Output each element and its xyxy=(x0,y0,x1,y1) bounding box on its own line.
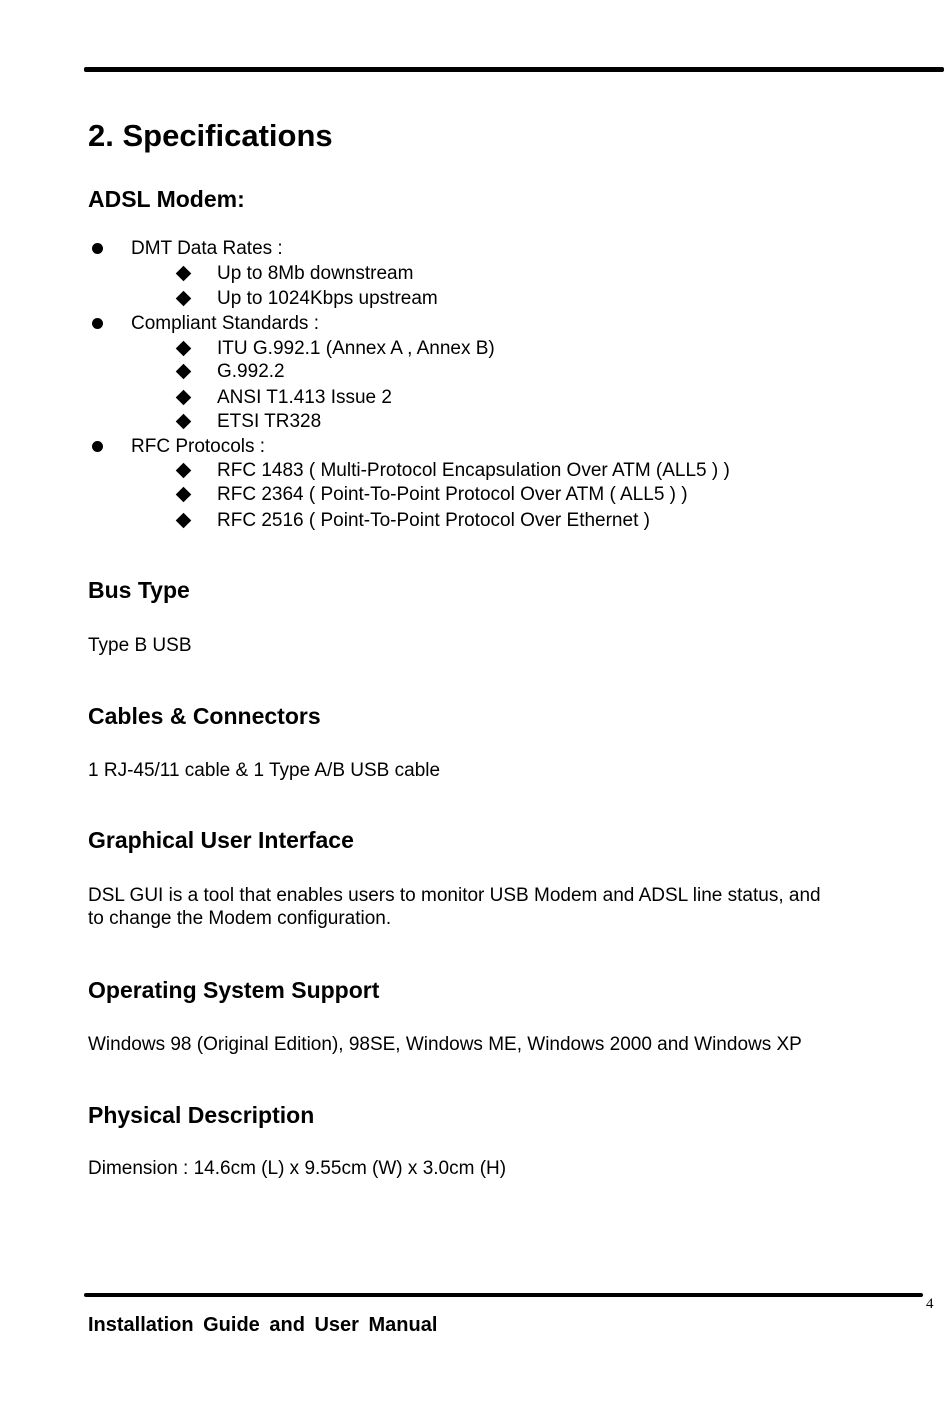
bullet-dot-icon xyxy=(92,441,103,452)
bullet-dot-icon xyxy=(92,318,103,329)
section-text: DSL GUI is a tool that enables users to monitor USB Modem and ADSL line status, and xyxy=(88,885,821,906)
bullet-diamond-icon xyxy=(176,463,192,479)
bullet-diamond-icon xyxy=(176,414,192,430)
bottom-rule xyxy=(84,1293,923,1297)
page-title: 2. Specifications xyxy=(88,118,333,153)
section-heading: Physical Description xyxy=(88,1102,315,1128)
bullet-dot-icon xyxy=(92,243,103,254)
spec-item: ETSI TR328 xyxy=(217,411,322,432)
spec-item: RFC 1483 ( Multi-Protocol Encapsulation Over ATM (ALL5 ) ) xyxy=(217,460,730,481)
bullet-diamond-icon xyxy=(176,341,192,357)
spec-item: ITU G.992.1 (Annex A , Annex B) xyxy=(217,338,495,359)
top-rule xyxy=(84,67,944,72)
spec-item: ANSI T1.413 Issue 2 xyxy=(217,387,392,408)
section-heading: Graphical User Interface xyxy=(88,827,354,853)
bullet-diamond-icon xyxy=(176,291,192,307)
spec-item: RFC 2516 ( Point-To-Point Protocol Over Ethernet ) xyxy=(217,510,650,531)
page-number: 4 xyxy=(926,1296,934,1312)
spec-group-label: Compliant Standards : xyxy=(131,313,319,334)
section-text: Dimension : 14.6cm (L) x 9.55cm (W) x 3.0cm (H) xyxy=(88,1158,507,1179)
spec-item: Up to 1024Kbps upstream xyxy=(217,288,438,309)
spec-group-label: DMT Data Rates : xyxy=(131,238,283,259)
bullet-diamond-icon xyxy=(176,364,192,380)
spec-group-label: RFC Protocols : xyxy=(131,436,266,457)
spec-item: RFC 2364 ( Point-To-Point Protocol Over ATM ( ALL5 ) ) xyxy=(217,484,688,505)
adsl-heading: ADSL Modem: xyxy=(88,186,245,212)
bullet-diamond-icon xyxy=(176,513,192,529)
section-text: Type B USB xyxy=(88,635,192,656)
section-heading: Operating System Support xyxy=(88,977,380,1003)
footer-title: Installation Guide and User Manual xyxy=(88,1314,438,1336)
section-heading: Bus Type xyxy=(88,577,190,603)
section-text: Windows 98 (Original Edition), 98SE, Windows ME, Windows 2000 and Windows XP xyxy=(88,1034,802,1055)
spec-item: G.992.2 xyxy=(217,361,285,382)
spec-item: Up to 8Mb downstream xyxy=(217,263,414,284)
section-text: to change the Modem configuration. xyxy=(88,908,392,929)
section-heading: Cables & Connectors xyxy=(88,703,321,729)
bullet-diamond-icon xyxy=(176,390,192,406)
bullet-diamond-icon xyxy=(176,487,192,503)
bullet-diamond-icon xyxy=(176,266,192,282)
section-text: 1 RJ-45/11 cable & 1 Type A/B USB cable xyxy=(88,760,441,781)
